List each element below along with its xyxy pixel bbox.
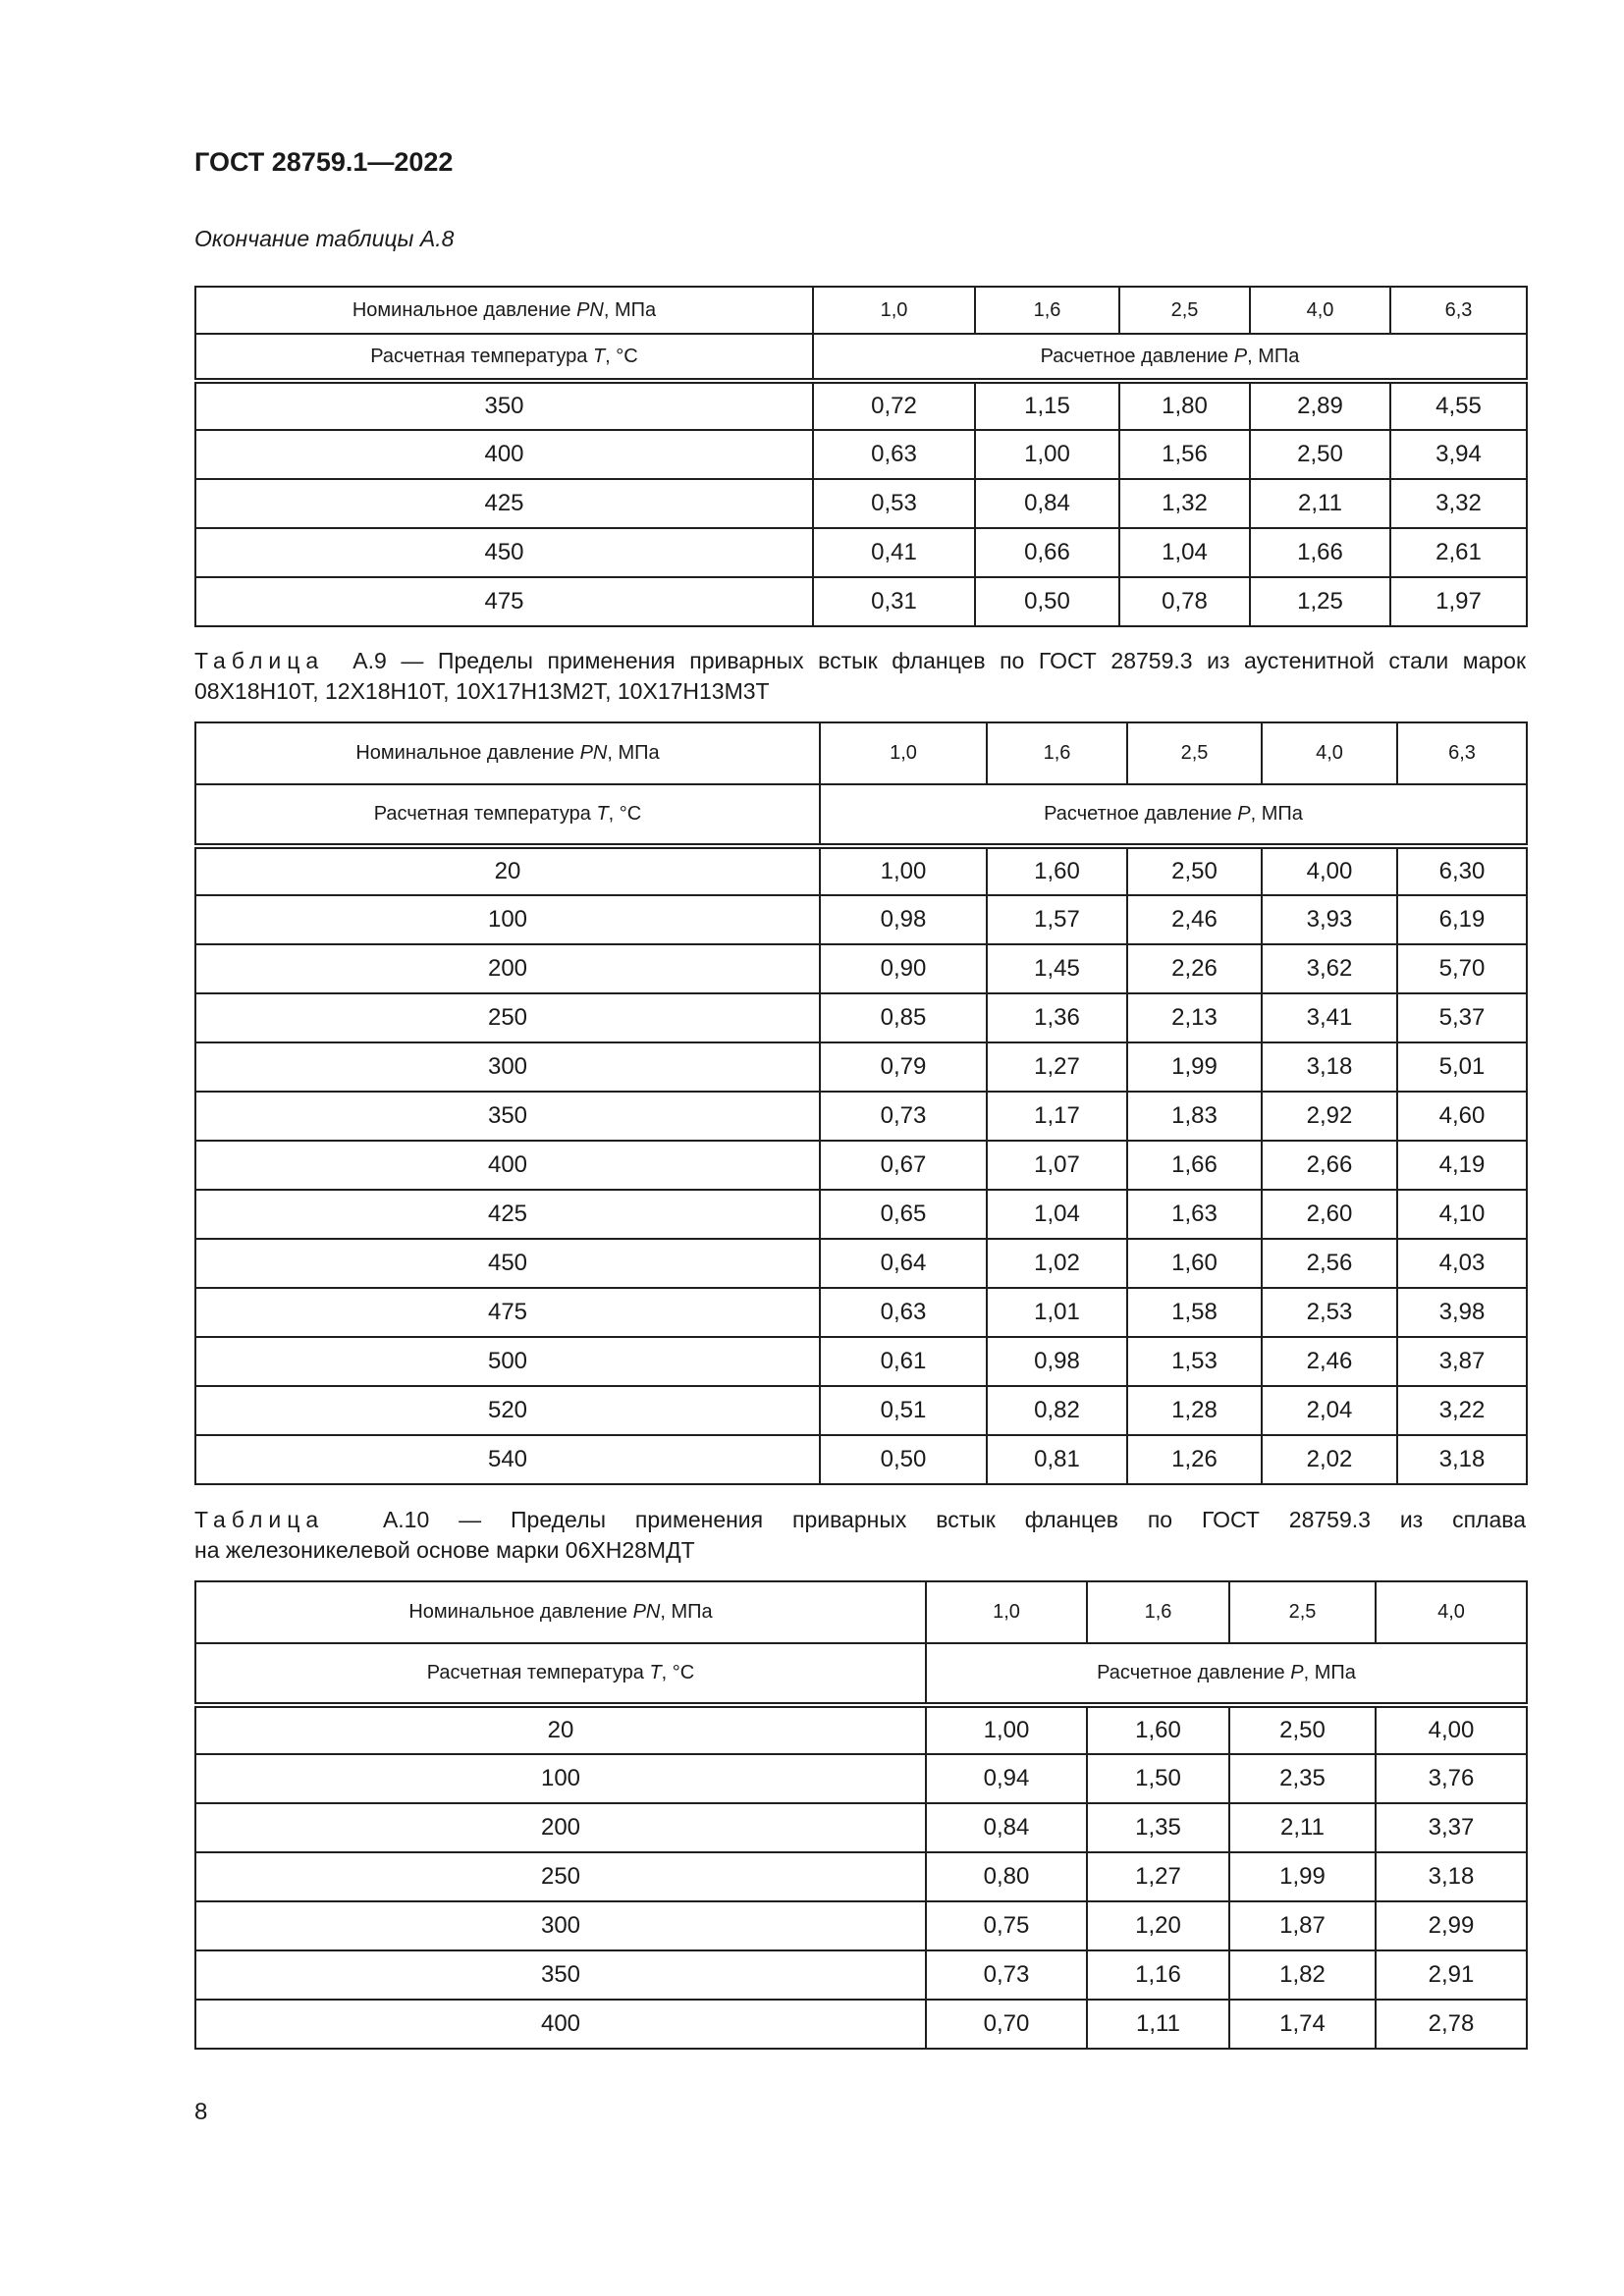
temperature-cell: 520 [195, 1386, 820, 1435]
pressure-cell: 0,72 [813, 381, 975, 430]
pressure-cell: 0,98 [987, 1337, 1127, 1386]
header-nominal-pressure-label [195, 1581, 926, 1643]
pressure-cell: 3,98 [1397, 1288, 1527, 1337]
table-row [195, 895, 1527, 944]
pressure-cell: 1,16 [1087, 1950, 1229, 2000]
pressure-cell: 1,83 [1127, 1092, 1262, 1141]
table-row [195, 479, 1527, 528]
pressure-cell: 1,07 [987, 1141, 1127, 1190]
pressure-cell: 0,65 [820, 1190, 987, 1239]
label-unit: , МПа [607, 742, 660, 764]
table-row [195, 1239, 1527, 1288]
pressure-cell: 0,70 [926, 2000, 1087, 2049]
pressure-cell: 1,36 [987, 993, 1127, 1042]
pressure-cell: 0,73 [926, 1950, 1087, 2000]
temperature-cell: 350 [195, 381, 813, 430]
label-symbol: P [1237, 803, 1251, 825]
pressure-cell: 0,63 [813, 430, 975, 479]
pressure-cell: 1,60 [1127, 1239, 1262, 1288]
table-row [195, 2000, 1527, 2049]
pressure-cell: 0,61 [820, 1337, 987, 1386]
header-design-pressure-label [813, 334, 1527, 381]
pressure-cell: 1,32 [1119, 479, 1250, 528]
table-row [195, 1852, 1527, 1901]
table-row [195, 1288, 1527, 1337]
header-pn-value: 1,0 [820, 722, 987, 784]
label-text: Расчетная температура [370, 345, 593, 367]
pressure-cell: 2,78 [1376, 2000, 1527, 2049]
header-nominal-pressure-label [195, 722, 820, 784]
pressure-cell: 1,17 [987, 1092, 1127, 1141]
pressure-cell: 2,53 [1262, 1288, 1397, 1337]
label-text: Номинальное давление [352, 298, 577, 321]
header-row-design-temperature [195, 334, 1527, 381]
label-unit: , МПа [603, 298, 657, 321]
pressure-cell: 1,58 [1127, 1288, 1262, 1337]
label-unit: , °C [608, 803, 642, 825]
label-unit: , МПа [660, 1601, 713, 1623]
label-unit: , МПа [1247, 345, 1300, 367]
pressure-cell: 0,80 [926, 1852, 1087, 1901]
pressure-cell: 6,19 [1397, 895, 1527, 944]
pressure-cell: 1,04 [1119, 528, 1250, 577]
header-pn-value: 6,3 [1390, 287, 1527, 334]
pressure-cell: 4,55 [1390, 381, 1527, 430]
temperature-cell: 20 [195, 1705, 926, 1754]
header-pn-value: 2,5 [1119, 287, 1250, 334]
header-row-nominal-pressure [195, 287, 1527, 334]
pressure-cell: 0,66 [975, 528, 1119, 577]
pressure-cell: 1,04 [987, 1190, 1127, 1239]
pressure-cell: 1,56 [1119, 430, 1250, 479]
table-a10 [194, 1580, 1528, 2050]
pressure-cell: 2,91 [1376, 1950, 1527, 2000]
table-row [195, 1950, 1527, 2000]
temperature-cell: 300 [195, 1042, 820, 1092]
header-design-temperature-label [195, 1643, 926, 1705]
pressure-cell: 1,60 [1087, 1705, 1229, 1754]
pressure-cell: 1,60 [987, 846, 1127, 895]
header-pn-value: 1,6 [975, 287, 1119, 334]
pressure-cell: 1,63 [1127, 1190, 1262, 1239]
pressure-cell: 0,85 [820, 993, 987, 1042]
pressure-cell: 2,11 [1250, 479, 1390, 528]
pressure-cell: 0,41 [813, 528, 975, 577]
pressure-cell: 3,93 [1262, 895, 1397, 944]
caption-table-word: Таблица [194, 648, 325, 673]
table-row [195, 1754, 1527, 1803]
pressure-cell: 0,78 [1119, 577, 1250, 626]
pressure-cell: 5,01 [1397, 1042, 1527, 1092]
pressure-cell: 0,53 [813, 479, 975, 528]
pressure-cell: 0,82 [987, 1386, 1127, 1435]
header-pn-value: 1,6 [1087, 1581, 1229, 1643]
header-pn-value: 6,3 [1397, 722, 1527, 784]
header-design-temperature-label [195, 784, 820, 846]
pressure-cell: 4,00 [1376, 1705, 1527, 1754]
pressure-cell: 1,57 [987, 895, 1127, 944]
pressure-cell: 2,99 [1376, 1901, 1527, 1950]
pressure-cell: 2,89 [1250, 381, 1390, 430]
pressure-cell: 1,53 [1127, 1337, 1262, 1386]
caption-table-word: Таблица [194, 1507, 325, 1532]
temperature-cell: 200 [195, 944, 820, 993]
pressure-cell: 1,00 [926, 1705, 1087, 1754]
pressure-cell: 0,75 [926, 1901, 1087, 1950]
caption-title: А.9 — Пределы применения приварных встык фланцев по ГОСТ 28759.3 из аустенитной стали марок [352, 648, 1527, 673]
label-symbol: P [1290, 1662, 1304, 1683]
header-row-design-temperature [195, 784, 1527, 846]
caption-title: А.10 — Пределы применения приварных встык фланцев по ГОСТ 28759.3 из сплава [382, 1507, 1527, 1532]
table-row [195, 1190, 1527, 1239]
pressure-cell: 3,18 [1376, 1852, 1527, 1901]
pressure-cell: 1,15 [975, 381, 1119, 430]
temperature-cell: 425 [195, 479, 813, 528]
pressure-cell: 2,60 [1262, 1190, 1397, 1239]
pressure-cell: 1,66 [1250, 528, 1390, 577]
pressure-cell: 5,37 [1397, 993, 1527, 1042]
pressure-cell: 3,32 [1390, 479, 1527, 528]
temperature-cell: 500 [195, 1337, 820, 1386]
label-text: Номинальное давление [408, 1601, 633, 1623]
label-text: Номинальное давление [355, 742, 580, 764]
pressure-cell: 2,56 [1262, 1239, 1397, 1288]
pressure-cell: 2,26 [1127, 944, 1262, 993]
temperature-cell: 425 [195, 1190, 820, 1239]
table-row [195, 1386, 1527, 1435]
pressure-cell: 2,50 [1229, 1705, 1376, 1754]
table-row [195, 1705, 1527, 1754]
temperature-cell: 400 [195, 1141, 820, 1190]
pressure-cell: 3,18 [1397, 1435, 1527, 1484]
pressure-cell: 1,97 [1390, 577, 1527, 626]
pressure-cell: 1,27 [987, 1042, 1127, 1092]
pressure-cell: 0,31 [813, 577, 975, 626]
pressure-cell: 0,63 [820, 1288, 987, 1337]
temperature-cell: 540 [195, 1435, 820, 1484]
table-row [195, 1901, 1527, 1950]
pressure-cell: 2,13 [1127, 993, 1262, 1042]
temperature-cell: 250 [195, 1852, 926, 1901]
pressure-cell: 1,82 [1229, 1950, 1376, 2000]
header-pn-value: 1,6 [987, 722, 1127, 784]
pressure-cell: 6,30 [1397, 846, 1527, 895]
temperature-cell: 20 [195, 846, 820, 895]
pressure-cell: 4,00 [1262, 846, 1397, 895]
label-symbol: T [649, 1662, 662, 1683]
pressure-cell: 0,51 [820, 1386, 987, 1435]
table-row [195, 1141, 1527, 1190]
pressure-cell: 3,41 [1262, 993, 1397, 1042]
table-row [195, 944, 1527, 993]
table-row [195, 577, 1527, 626]
pressure-cell: 0,64 [820, 1239, 987, 1288]
pressure-cell: 1,99 [1127, 1042, 1262, 1092]
label-symbol: P [1233, 345, 1248, 367]
caption-title-continuation: на железоникелевой основе марки 06ХН28МДТ [194, 1537, 695, 1563]
pressure-cell: 2,61 [1390, 528, 1527, 577]
label-unit: , °C [605, 345, 638, 367]
pressure-cell: 0,67 [820, 1141, 987, 1190]
pressure-cell: 2,35 [1229, 1754, 1376, 1803]
label-text: Расчетная температура [373, 803, 597, 825]
temperature-cell: 450 [195, 528, 813, 577]
label-text: Расчетное давление [1044, 803, 1238, 825]
header-pn-value: 4,0 [1250, 287, 1390, 334]
temperature-cell: 350 [195, 1950, 926, 2000]
label-unit: , МПа [1303, 1662, 1356, 1683]
temperature-cell: 450 [195, 1239, 820, 1288]
table-row [195, 1042, 1527, 1092]
pressure-cell: 1,87 [1229, 1901, 1376, 1950]
pressure-cell: 2,11 [1229, 1803, 1376, 1852]
pressure-cell: 3,87 [1397, 1337, 1527, 1386]
temperature-cell: 100 [195, 1754, 926, 1803]
pressure-cell: 0,79 [820, 1042, 987, 1092]
pressure-cell: 1,25 [1250, 577, 1390, 626]
pressure-cell: 0,98 [820, 895, 987, 944]
temperature-cell: 350 [195, 1092, 820, 1141]
table-a9-caption [194, 646, 1526, 707]
table-row [195, 1092, 1527, 1141]
table-row [195, 993, 1527, 1042]
temperature-cell: 100 [195, 895, 820, 944]
header-design-temperature-label [195, 334, 813, 381]
label-text: Расчетная температура [426, 1662, 650, 1683]
pressure-cell: 1,35 [1087, 1803, 1229, 1852]
pressure-cell: 5,70 [1397, 944, 1527, 993]
temperature-cell: 475 [195, 1288, 820, 1337]
header-pn-value: 4,0 [1262, 722, 1397, 784]
pressure-cell: 0,84 [975, 479, 1119, 528]
pressure-cell: 3,76 [1376, 1754, 1527, 1803]
table-row [195, 846, 1527, 895]
pressure-cell: 1,26 [1127, 1435, 1262, 1484]
temperature-cell: 250 [195, 993, 820, 1042]
pressure-cell: 2,50 [1250, 430, 1390, 479]
header-pn-value: 4,0 [1376, 1581, 1527, 1643]
pressure-cell: 4,60 [1397, 1092, 1527, 1141]
table-row [195, 430, 1527, 479]
pressure-cell: 1,00 [820, 846, 987, 895]
label-symbol: T [596, 803, 609, 825]
pressure-cell: 0,84 [926, 1803, 1087, 1852]
table-a10-caption [194, 1505, 1526, 1566]
pressure-cell: 3,37 [1376, 1803, 1527, 1852]
pressure-cell: 1,99 [1229, 1852, 1376, 1901]
table-row [195, 1803, 1527, 1852]
header-row-nominal-pressure [195, 1581, 1527, 1643]
pressure-cell: 3,94 [1390, 430, 1527, 479]
header-design-pressure-label [926, 1643, 1527, 1705]
label-unit: , °C [661, 1662, 695, 1683]
label-text: Расчетное давление [1040, 345, 1234, 367]
temperature-cell: 400 [195, 430, 813, 479]
header-row-design-temperature [195, 1643, 1527, 1705]
pressure-cell: 1,28 [1127, 1386, 1262, 1435]
header-pn-value: 1,0 [813, 287, 975, 334]
pressure-cell: 1,74 [1229, 2000, 1376, 2049]
page-number: 8 [194, 2099, 208, 2125]
label-text: Расчетное давление [1097, 1662, 1291, 1683]
header-pn-value: 1,0 [926, 1581, 1087, 1643]
pressure-cell: 1,66 [1127, 1141, 1262, 1190]
temperature-cell: 200 [195, 1803, 926, 1852]
pressure-cell: 2,46 [1262, 1337, 1397, 1386]
pressure-cell: 1,50 [1087, 1754, 1229, 1803]
pressure-cell: 1,02 [987, 1239, 1127, 1288]
pressure-cell: 2,04 [1262, 1386, 1397, 1435]
pressure-cell: 1,00 [975, 430, 1119, 479]
caption-title-continuation: 08Х18Н10Т, 12Х18Н10Т, 10Х17Н13М2Т, 10Х17Н13М3Т [194, 678, 770, 704]
table-row [195, 528, 1527, 577]
header-nominal-pressure-label [195, 287, 813, 334]
pressure-cell: 2,46 [1127, 895, 1262, 944]
table-row [195, 381, 1527, 430]
temperature-cell: 475 [195, 577, 813, 626]
table-a8-end [194, 286, 1528, 627]
label-symbol: T [592, 345, 606, 367]
pressure-cell: 0,50 [820, 1435, 987, 1484]
pressure-cell: 1,20 [1087, 1901, 1229, 1950]
label-symbol: PN [576, 298, 604, 321]
document-standard-code: ГОСТ 28759.1—2022 [194, 147, 454, 177]
table-row [195, 1337, 1527, 1386]
pressure-cell: 2,66 [1262, 1141, 1397, 1190]
pressure-cell: 3,22 [1397, 1386, 1527, 1435]
pressure-cell: 0,90 [820, 944, 987, 993]
pressure-cell: 4,19 [1397, 1141, 1527, 1190]
header-row-nominal-pressure [195, 722, 1527, 784]
temperature-cell: 300 [195, 1901, 926, 1950]
pressure-cell: 0,50 [975, 577, 1119, 626]
temperature-cell: 400 [195, 2000, 926, 2049]
pressure-cell: 1,11 [1087, 2000, 1229, 2049]
pressure-cell: 0,73 [820, 1092, 987, 1141]
pressure-cell: 2,50 [1127, 846, 1262, 895]
label-unit: , МПа [1250, 803, 1303, 825]
pressure-cell: 1,80 [1119, 381, 1250, 430]
pressure-cell: 1,45 [987, 944, 1127, 993]
label-symbol: PN [579, 742, 608, 764]
pressure-cell: 0,81 [987, 1435, 1127, 1484]
pressure-cell: 4,10 [1397, 1190, 1527, 1239]
label-symbol: PN [632, 1601, 661, 1623]
table-continuation-label: Окончание таблицы А.8 [194, 226, 455, 251]
pressure-cell: 3,18 [1262, 1042, 1397, 1092]
table-a9 [194, 721, 1528, 1485]
pressure-cell: 0,94 [926, 1754, 1087, 1803]
header-pn-value: 2,5 [1229, 1581, 1376, 1643]
header-design-pressure-label [820, 784, 1527, 846]
pressure-cell: 2,02 [1262, 1435, 1397, 1484]
header-pn-value: 2,5 [1127, 722, 1262, 784]
pressure-cell: 2,92 [1262, 1092, 1397, 1141]
pressure-cell: 1,01 [987, 1288, 1127, 1337]
pressure-cell: 3,62 [1262, 944, 1397, 993]
table-row [195, 1435, 1527, 1484]
pressure-cell: 4,03 [1397, 1239, 1527, 1288]
pressure-cell: 1,27 [1087, 1852, 1229, 1901]
